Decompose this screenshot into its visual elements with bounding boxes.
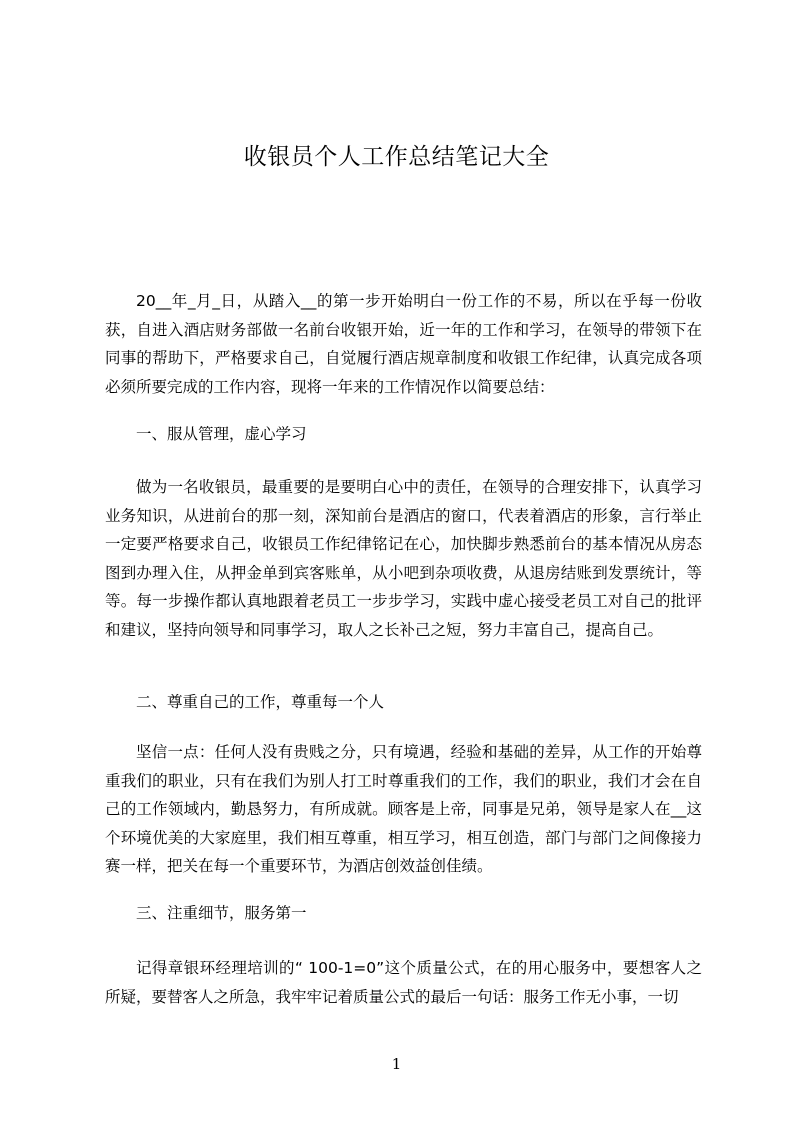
section-paragraph-3: 记得章银环经理培训的“ 100-1=0”这个质量公式，在的用心服务中，要想客人之所疑，要替客人之所急，我牢牢记着质量公式的最后一句话：服务工作无小事，一切: [105, 959, 702, 1006]
section-heading-3: 三、注重细节，服务第一: [136, 904, 307, 922]
section-paragraph-2: 坚信一点：任何人没有贵贱之分，只有境遇，经验和基础的差异，从工作的开始尊重我们的职业，只有在我们为别人打工时尊重我们的工作，我们的职业，我们才会在自己的工作领域内，勤恳努力，有所成就。顾客是上帝，同事是兄弟，领导是家人在__这个环境优美的大家庭里，我们相互尊重，相互学习，相互创造，部门与部门之间像接力赛一样，把关在每一个重要环节，为酒店创效益创佳绩。: [105, 743, 702, 875]
intro-paragraph: 20__年_月_日，从踏入__的第一步开始明白一份工作的不易，所以在乎每一份收获，自进入酒店财务部做一名前台收银开始，近一年的工作和学习，在领导的带领下在同事的帮助下，严格要求自己，自觉履行酒店规章制度和收银工作纪律，认真完成各项必须所要完成的工作内容，现将一年来的工作情况作以简要总结：: [105, 292, 702, 396]
section-paragraph-1: 做为一名收银员，最重要的是要明白心中的责任，在领导的合理安排下，认真学习业务知识，从进前台的那一刻，深知前台是酒店的窗口，代表着酒店的形象，言行举止一定要严格要求自己，收银员工作纪律铭记在心，加快脚步熟悉前台的基本情况从房态图到办理入住，从押金单到宾客账单，从小吧到杂项收费，从退房结账到发票统计，等等。每一步操作都认真地跟着老员工一步步学习，实践中虚心接受老员工对自己的批评和建议，坚持向领导和同事学习，取人之长补己之短，努力丰富自己，提高自己。: [105, 478, 702, 639]
page-number: 1: [391, 1055, 402, 1073]
section-heading-2: 二、尊重自己的工作，尊重每一个人: [136, 693, 385, 711]
section-heading-1: 一、服从管理，虚心学习: [136, 425, 307, 443]
document-title: 收银员个人工作总结笔记大全: [243, 144, 550, 170]
